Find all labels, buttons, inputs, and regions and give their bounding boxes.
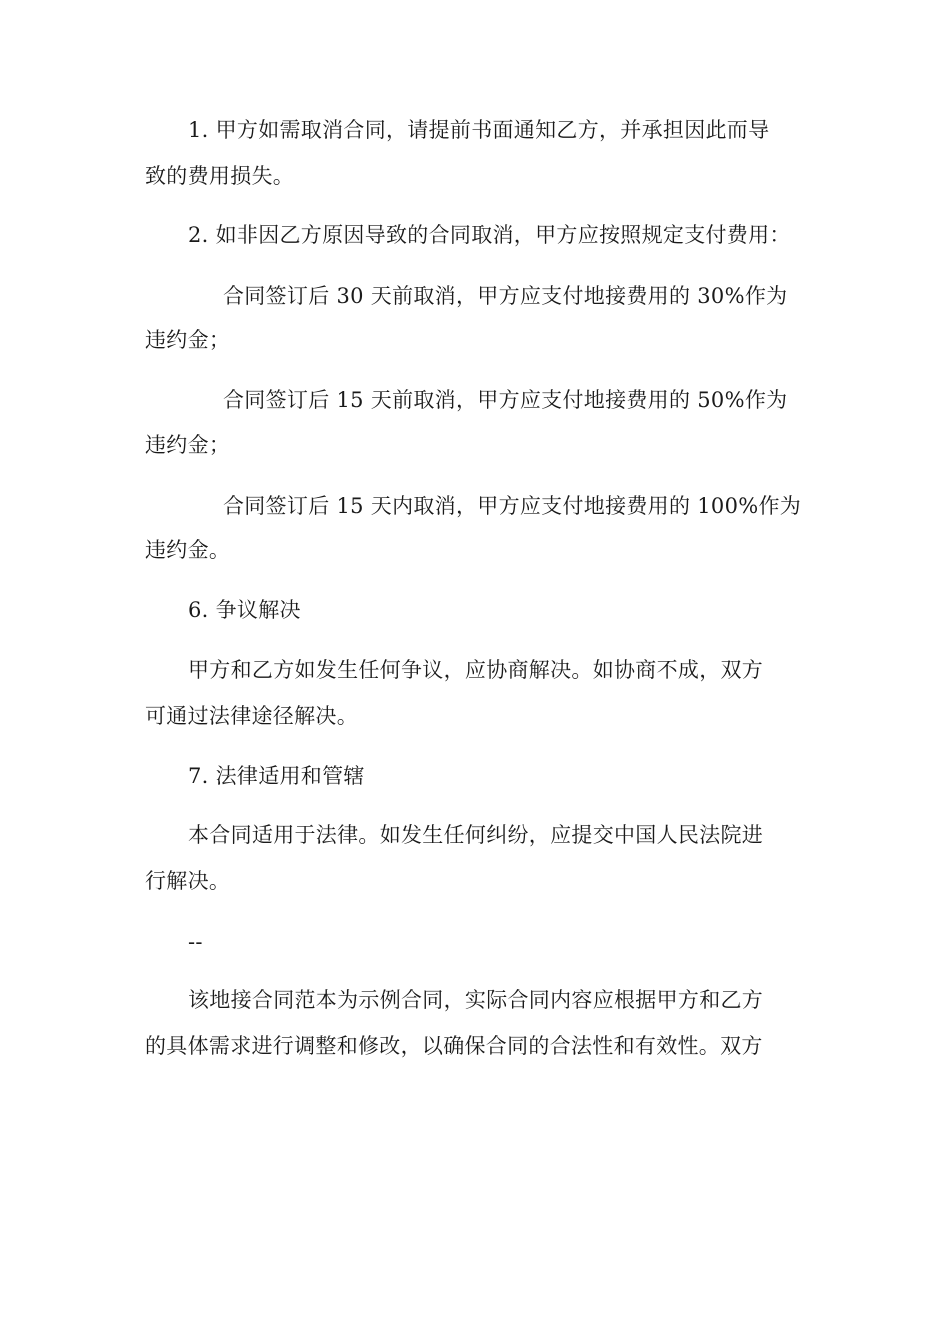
penalty-15-days-before-line-1: 合同签订后 15 天前取消，甲方应支付地接费用的 50%作为 [223, 388, 788, 412]
dispute-text-line-2: 可通过法律途径解决。 [145, 704, 358, 728]
section-heading-law: 7. 法律适用和管辖 [188, 764, 365, 788]
cancel-fee-intro: 2. 如非因乙方原因导致的合同取消，甲方应按照规定支付费用： [188, 223, 791, 247]
disclaimer-line-1: 该地接合同范本为示例合同，实际合同内容应根据甲方和乙方 [188, 988, 764, 1012]
law-text-line-1: 本合同适用于法律。如发生任何纠纷，应提交中国人民法院进 [188, 823, 764, 847]
penalty-30-days-line-2: 违约金； [145, 328, 231, 352]
cancel-notice-line-2: 致的费用损失。 [145, 164, 295, 188]
section-heading-dispute: 6. 争议解决 [188, 598, 301, 622]
penalty-30-days-line-1: 合同签订后 30 天前取消，甲方应支付地接费用的 30%作为 [223, 284, 788, 308]
penalty-15-days-within-line-1: 合同签订后 15 天内取消，甲方应支付地接费用的 100%作为 [223, 494, 802, 518]
separator-mark: -- [188, 930, 203, 954]
disclaimer-line-2: 的具体需求进行调整和修改，以确保合同的合法性和有效性。双方 [145, 1034, 763, 1058]
dispute-text-line-1: 甲方和乙方如发生任何争议，应协商解决。如协商不成，双方 [188, 658, 764, 682]
law-text-line-2: 行解决。 [145, 869, 231, 893]
penalty-15-days-before-line-2: 违约金； [145, 433, 231, 457]
penalty-15-days-within-line-2: 违约金。 [145, 538, 231, 562]
cancel-notice-line-1: 1. 甲方如需取消合同，请提前书面通知乙方，并承担因此而导 [188, 118, 770, 142]
